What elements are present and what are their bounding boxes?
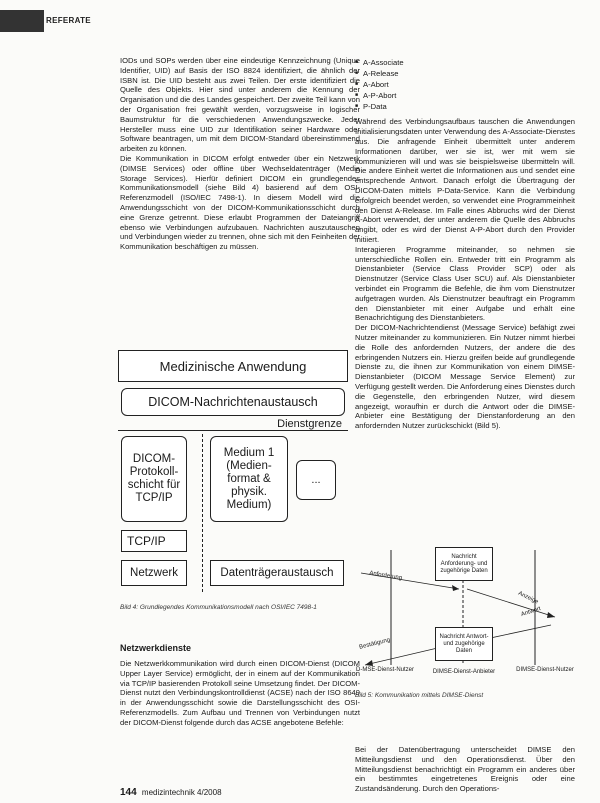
media-exchange-box: Datenträgeraustausch: [210, 560, 344, 586]
medium-box: Medium 1 (Medien-format & physik. Medium): [210, 436, 288, 522]
paragraph: Während des Verbindungsaufbaus tauschen die Anwendungen Initialisierungsdaten unter Verwendung des A-Associate-Dienstes aus. Die anfragende Einheit übermittelt unter anderem Informationen darüber, wer sie ist, wer mit wem sie kommunizieren will und was sie beispielsweise übermitteln will. Die andere Einheit wertet die Informationen aus und sendet eine entsprechende Antwort. Danach erfolgt die Übertragung der DICOM-Daten mittels P-Data-Service. Kann die Verbindung erfolgreich beendet werden, so verwendet eine Programmeinheit den Dienst A-Release. Im Falle eines Abbruchs wird der Dienst A-Abort verwendet, der unter anderem die Quelle des Abbruchs angibt, oder es wird der Dienst A-P-Abort durch den Provider initiiert.: [355, 117, 575, 245]
dicom-exchange-box: DICOM-Nachrichtenaustausch: [121, 388, 345, 416]
right-column: [355, 56, 575, 431]
label-request: Anforderung: [368, 570, 403, 582]
list-item: ■ P-Data: [355, 102, 575, 112]
page-footer: [120, 787, 222, 798]
paragraph: Die Kommunikation in DICOM erfolgt entweder über ein Netzwerk (DIMSE Services) oder offline über Wechseldatenträger (Media Storage Services). Hierfür definiert DICOM ein grundlegendes Kommunikationsmodell (siehe Bild 4) basierend auf dem OSI-Referenzmodell (ISO/IEC 7498-1). In diesem Modell wird die Anwendungsschicht von der DICOM-Kommunikationsschicht durch eine Grenze getrennt. Diese erlaubt Programmen der Dateiangriff ebenso wie Verbindungen aufzubauen. Nachrichten auszutauschen und Verbindungen wieder zu trennen, ohne sich mit den Feinheiten der Kommunikation beschäftigen zu müssen.: [120, 153, 360, 252]
request-data-box: Nachricht Anforderung- und zugehörige Daten: [435, 547, 493, 581]
figure-5-caption: Bild 5: Kommunikation mittels DIMSE-Dienst: [355, 692, 484, 699]
request-arrowhead: [452, 585, 459, 591]
label-left-user: D-MSE-Dienst-Nutzer: [355, 667, 414, 673]
label-confirmation: Bestätigung: [358, 637, 391, 651]
paragraph: Interagieren Programme miteinander, so nehmen sie unterschiedliche Rollen ein. Entweder tritt ein Programm als Dienstanbieter (Service Class Provider SCP) oder als Dienstnutzer (Service Class User SCU) auf. Als Dienstanbieter verbindet ein Programm die Befehle, die ihm vom Dienstnutzer aufgetragen wurden. Als Dienstnutzer beauftragt ein Programm den Dienstanbieter mit einer Aufgabe und erhält eine Benachrichtigung des Dienstanbieters.: [355, 244, 575, 323]
paragraph: Der DICOM-Nachrichtendienst (Message Service) befähigt zwei Nutzer miteinander zu kommunizieren. Ein Nutzer nimmt hierbei die Rolle des anfordernden Nutzers, der andere die des erbringenden Nutzers ein. Hierzu greifen beide auf grundlegende Dienste zu, die ihnen zur Kommunikation von einem DIMSE-Dienstanbieter (DICOM Message Service Element) zur Verfügung gestellt werden. Die Anforderung eines Dienstes durch die Gegenstelle, den erbringenden Nutzer, wird diesem angezeigt, woraufhin er durch die Antwort oder die DIMSE-Anbieter eine Bestätigung der Dienstanforderung an den anfordernden Nutzer zurückschickt (Bild 5).: [355, 323, 575, 431]
list-item: ■ A-Release: [355, 69, 575, 79]
separator-line: [202, 434, 203, 592]
tcp-ip-box: TCP/IP: [121, 530, 187, 552]
label-provider: DIMSE-Dienst-Anbieter: [432, 669, 496, 675]
network-box: Netzwerk: [121, 560, 187, 586]
header-bar: [0, 10, 44, 32]
section-text: Die Netzwerkkommunikation wird durch einen DICOM-Dienst (DICOM Upper Layer Service) ermöglicht, der in einem auf der Kommunikation via TCP/IP basierenden Protokoll seine Umsetzung findet. Der DICOM-Dienst nutzt den Verbindungskontrolldienst (ACSE) nach der ISO 8649 in der Anwendungsschicht sowie die Darstellungsschicht des OSI-Referenzmodells. Zum Aufbau und Trennen von Verbindungen nutzt der DICOM-Dienst folgende durch das ACSE angebotene Befehle:: [120, 659, 360, 727]
journal-name: medizintechnik 4/2008: [141, 788, 222, 797]
list-item: ■ A-Associate: [355, 58, 575, 68]
response-data-box: Nachricht Antwort- und zugehörige Daten: [435, 627, 493, 661]
confirmation-arrowhead: [365, 660, 373, 666]
label-indication: Anzeige: [517, 590, 540, 606]
label-response: Antwort: [520, 606, 542, 619]
figure-4-caption: Bild 4: Grundlegendes Kommunikationsmodell nach OSI/IEC 7498-1: [120, 604, 317, 611]
service-boundary-label: Dienstgrenze: [277, 418, 342, 430]
section-heading: Netzwerkdienste: [120, 643, 192, 653]
paragraph: IODs und SOPs werden über eine eindeutige Kennzeichnung (Unique Identifier, UID) auf Basis der ISO 8824 identifiziert, die ähnlich der ISBN ist. Die UID besteht aus zwei Teilen. Der erste identifiziert die Quelle des Objekts. Hier sind unter anderem die Kennung der Organisation und die des Landes gespeichert. Der zweite Teil kann von der Organisation frei gewählt werden, vorzugsweise in logischer Baumstruktur für die verschiedenen Anwendungszwecke. Jeder Hersteller muss eine UID zur Identifikation seiner Hardware oder Software beantragen, um mit dem DICOM-Standard übereinstimmend arbeiten zu können.: [120, 56, 360, 154]
list-item: ■ A-P-Abort: [355, 91, 575, 101]
right-bottom-text: Bei der Datenübertragung unterscheidet DIMSE den Mitteilungsdienst und den Operationsdienst. Über den Mitteilungsdienst benachrichtigt ein Programm ein anderes über ein bestimmtes eingetretenes Ereignis oder eine Zustandsänderung. Durch den Operations-: [355, 745, 575, 794]
app-layer-box: Medizinische Anwendung: [118, 350, 348, 382]
figure-4: [118, 350, 348, 598]
protocol-layer-box: DICOM-Protokoll-schicht für TCP/IP: [121, 436, 187, 522]
more-media-box: ...: [296, 460, 336, 500]
section-label: REFERATE: [46, 16, 91, 25]
left-column: [120, 56, 360, 252]
page-header: [0, 8, 120, 34]
indication-arrowhead: [547, 612, 555, 618]
acse-command-list: [355, 58, 575, 111]
label-right-user: DIMSE-Dienst-Nutzer: [516, 667, 574, 673]
figure-5: [355, 545, 575, 685]
list-item: ■ A-Abort: [355, 80, 575, 90]
page-number: 144: [120, 787, 137, 798]
indication-arrow: [467, 589, 555, 617]
service-boundary-line: [118, 430, 348, 431]
